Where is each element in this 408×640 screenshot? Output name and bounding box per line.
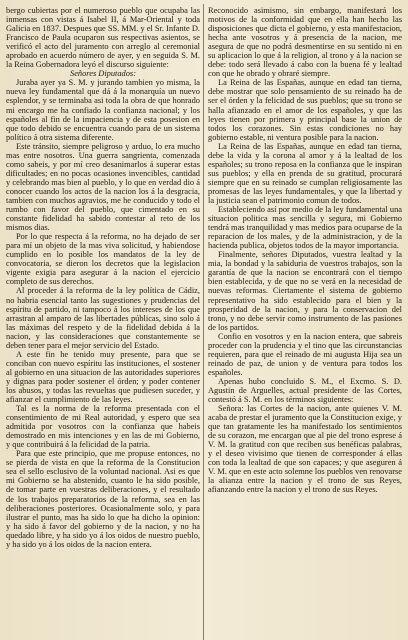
paragraph: Para que este principio, que me propuse entonces, no se pierda de vista en que la reforma de la Constitucion sea el sello esclusivo de la voluntad nacional. Asi es que mi Gobierno se ha abstenido, cuanto le ha sido posible, de tomar parte en vuestras deliberaciones, y el resultado de los trabajos preparatorios de la reforma, sea en las deliberaciones posteriores. Ocasionalmente solo, y para ilustrar el punto, mas ha sido lo que ha dicho la opinion: y ha sido á favor del gobierno y de la nacion, y no ha quedado libre, y ha sido yo á los oidos de nuestro pueblo, y ha sido yo á los oidos de la nacion entera. bbox=[6, 449, 200, 549]
paragraph: Reconocido asimismo, sin embargo, manifestará los motivos de la conformidad que en ella han hecho las disposiciones que dicta el gobierno, y esta manifestacion, hecha ante vosotros y á presencia de la nacion, me asegura de que no podrá desmentirse en su sentido ni en su aplicacion lo que á la religion, al trono y á la nacion se debe: todo será llevado á cabo con la buena fé y lealtad con que he obrado y obraré siempre. bbox=[208, 6, 402, 79]
paragraph: Por lo que respecta á la reforma, no ha dejado de ser para mí un objeto de la mas viva solicitud, y habiendose cumplido en lo posible los mandatos de la ley de convocatoria, se dieron los decretos que la legislacion vigente exigia para asegurar á la nacion el ejercicio completo de sus derechos. bbox=[6, 232, 200, 287]
column-divider bbox=[203, 4, 204, 640]
paragraph: Señora: las Cortes de la nacion, ante quienes V. M. acaba de prestar el juramento que la Constitucion exige, y que tan gratamente les ha manifestado los sentimientos de su corazon, me encargan que al pie del trono esprese á V. M. la gratitud con que reciben sus benéficas palabras, y el deseo vivisimo que tienen de corresponder á ellas con toda la lealtad de que son capaces; y que aseguren á V. M. que en este acto solemne los pueblos ven renovarse la alianza entre la nacion y el trono de sus Reyes, afianzando entre la nacion y el trono de sus Reyes. bbox=[208, 404, 402, 495]
paragraph: Tal es la norma de la reforma presentada con el consentimiento de mi Real autoridad, y espero que sea admitida por vosotros con la confianza que habeis demostrado en mis intenciones y en las de mi Gobierno, y que contribuirá á la felicidad de la patria. bbox=[6, 404, 200, 450]
paragraph: bergo cubiertas por el numeroso pueblo que ocupaba las inmensas con vistas á Isabel II, á Mar-Oriental y toda Galicia en 1837. Despues que SS. MM. y el Sr. Infante D. Francisco de Paula ocuparon sus respectivas asientos, se verificó el acto del juramento con arreglo al ceremonial aprobado en acuerdo número de ayer, y en seguida S. M. la Reina Gobernadora leyó el discurso siguiente: bbox=[6, 6, 200, 70]
paragraph: Al proceder á la reforma de la ley política de Cádiz, no habria esencial tanto las sugestiones y prudencias del espíritu de partido, ni tampoco á los intereses de los que arrastran al amparo de las libertades públicas, sino solo á las máximas del respeto y de la fidelidad debida á la nacion, y las consideraciones que constantemente se deben tener para el mejor servicio del Estado. bbox=[6, 286, 200, 350]
right-text-column bbox=[208, 6, 402, 640]
paragraph: Finalmente, señores Diputados, vuestra lealtad y la mia, la bondad y la sabiduria de vuestros trabajos, son la garantía de que la nacion se encontrará con el tiempo bien establecida, y de que no se verá en la necesidad de nuevas reformas. Ciertamente el sistema de gobierno representativo ha sido establecido para el bien y la prosperidad de la nacion, y para la conservacion del trono, y no debe servir como instrumento de las pasiones de los partidos. bbox=[208, 250, 402, 332]
paragraph: La Reina de las Españas, aunque en edad tan tierna, debe la vida y la corona al amor y á la lealtad de los españoles; su trono reposa en la confianza que le inspiran sus pueblos; y ella en prenda de su gratitud, procurará siempre que en su reinado se cumplan religiosamente las promesas de las leyes fundamentales, y que la libertad y la justicia sean el patrimonio comun de todos. bbox=[208, 141, 402, 205]
paragraph: La Reina de las Españas, aunque en edad tan tierna, debe mostrar que solo pensamiento de su reinado ha de ser el órden y la felicidad de sus pueblos; que su trono se halla afianzado en el amor de los españoles, y que las leyes tienen por primera y principal base la union de todos los corazones. Sin estas condiciones no hay gobierno estable, ni ventura posible para la nacion. bbox=[208, 78, 402, 142]
section-heading: Señores Diputados: bbox=[70, 69, 136, 79]
paragraph: Este tránsito, siempre peligroso y arduo, lo era mucho mas entre nosotros. Una guerra sangrienta, comenzada como sabeis, y por mí creo desanimarlos á superar estas dificultades; en no pocas ocasiones invencibles, cantidad y celebrando mas bien al pueblo, y lo que en verdad dio á conocer cuando los actos de la nacion los á la desgracia, tambien con muchos agravios, me he conducido y todo el rumbo con favor del pueblo, que cimentado en su constante fidelidad ha sabido contestar al reto de los mismos dias. bbox=[6, 141, 200, 233]
left-text-column bbox=[6, 6, 200, 640]
paragraph: Juraba ayer ya S. M. y jurando tambien yo misma, la nueva ley fundamental que dá á la monarquía un nuevo esplendor, y se terminaba asi toda la obra de que honrado mi encargo me ha confiado la confianza nacional; y los españoles al fin de la impaciencia y de esta posesion en que todo debido se encuentra cuando para de un sistema político á otra sistema diferente. bbox=[6, 78, 200, 142]
paragraph: Apenas hubo concluido S. M., el Excmo. S. D. Agustin de Arguelles, actual presidente de las Cortes, contestó á S. M. en los términos siguientes: bbox=[208, 376, 402, 405]
paragraph: Estableciendo así por medio de la ley fundamental una situacion politica mas sencilla y segura, mi Gobierno tendrá mas tranquilidad y mas medios para ocuparse de la reparacion de los males, y de la administracion, y de la hacienda publica, objetos todos de la mayor importancia. bbox=[208, 205, 402, 251]
paragraph: A este fin he tenido muy presente, para que se conciban con nuevo espíritu las instituciones, el sostener al gobierno en una situacion de las autoridades superiores y dignas para poder sostener el órden; y poder contener los abusos, y todas las revueltas que pudiesen suceder, y afianzar el cumplimiento de las leyes. bbox=[6, 349, 200, 405]
paragraph: Confio en vosotros y en la nacion entera, que sabreis proceder con la prudencia y el tino que las circunstancias requieren, para que el reinado de mi augusta Hija sea un reinado de paz, de union y de ventura para todos los españoles. bbox=[208, 331, 402, 377]
